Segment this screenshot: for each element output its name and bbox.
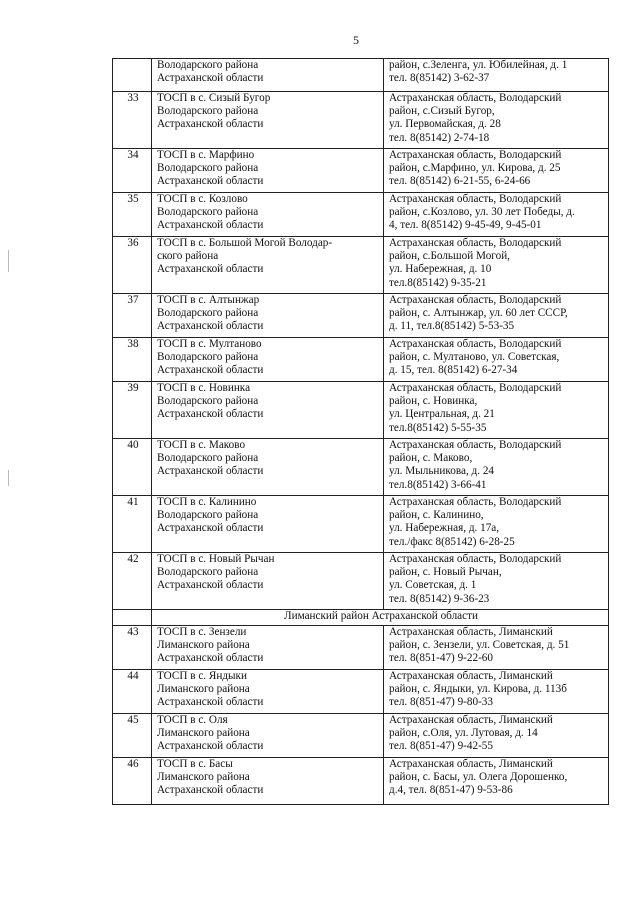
office-name-line: Володарского района	[157, 206, 259, 219]
address-line: Астраханская область, Володарский	[389, 553, 562, 565]
row-number: 34	[113, 149, 152, 193]
address-line: тел./факс 8(85142) 6-28-25	[389, 535, 515, 548]
office-name-line: Володарского района	[157, 351, 259, 364]
address-line: тел.8(85142) 3-66-41	[389, 478, 487, 491]
scan-margin-mark	[8, 250, 9, 272]
address-line: Астраханская область, Володарский	[389, 439, 562, 451]
office-name-line: Астраханской области	[157, 465, 264, 478]
table-row	[113, 294, 609, 338]
address-line: район, с. Калинино,	[389, 509, 484, 522]
table-row	[113, 338, 609, 382]
office-name-cell	[152, 670, 384, 714]
address-cell	[384, 496, 609, 553]
table-row	[113, 626, 609, 670]
address-cell	[384, 294, 609, 338]
office-name-line: Астраханской области	[157, 522, 264, 535]
address-line: тел.8(85142) 9-35-21	[389, 276, 487, 289]
address-line: район, с. Басы, ул. Олега Дорошенко,	[389, 771, 568, 784]
address-cell	[384, 59, 609, 92]
row-number: 39	[113, 382, 152, 439]
address-cell	[384, 382, 609, 439]
address-cell	[384, 193, 609, 237]
office-name-cell	[152, 149, 384, 193]
office-name-line: ТОСП в с. Козлово	[157, 193, 248, 205]
table-row	[113, 439, 609, 496]
office-name-line: Астраханской области	[157, 784, 264, 797]
row-number: 44	[113, 670, 152, 714]
office-name-line: Володарского района	[157, 452, 259, 465]
address-line: ул. Мыльникова, д. 24	[389, 465, 495, 478]
address-cell	[384, 338, 609, 382]
address-line: 4, тел. 8(85142) 9-45-49, 9-45-01	[389, 219, 542, 232]
number-cell	[113, 610, 152, 626]
office-name-cell	[152, 758, 384, 805]
office-name-line: Астраханской области	[157, 652, 264, 665]
office-name-line: Лиманского района	[157, 771, 250, 784]
row-number: 42	[113, 553, 152, 610]
offices-table-body	[113, 59, 609, 805]
office-name-line: ТОСП в с. Зензели	[157, 626, 247, 638]
row-number: 38	[113, 338, 152, 382]
table-row	[113, 193, 609, 237]
table-row	[113, 670, 609, 714]
office-name-line: Лиманского района	[157, 639, 250, 652]
address-line: д.4, тел. 8(851-47) 9-53-86	[389, 784, 513, 797]
office-name-line: ТОСП в с. Мултаново	[157, 338, 262, 350]
office-name-line: Володарского района	[157, 307, 259, 320]
office-name-cell	[152, 92, 384, 149]
address-line: Астраханская область, Лиманский	[389, 758, 553, 770]
address-line: тел. 8(851-47) 9-42-55	[389, 740, 493, 753]
address-line: Астраханская область, Володарский	[389, 193, 562, 205]
office-name-cell	[152, 626, 384, 670]
office-name-cell	[152, 553, 384, 610]
address-line: ул. Первомайская, д. 28	[389, 118, 501, 131]
address-line: ул. Набережная, д. 17а,	[389, 522, 500, 535]
office-name-line: ТОСП в с. Новинка	[157, 382, 251, 394]
address-line: Астраханская область, Володарский	[389, 294, 562, 306]
office-name-line: ТОСП в с. Сизый Бугор	[157, 92, 271, 104]
office-name-line: ТОСП в с. Новый Рычан	[157, 553, 275, 565]
row-number: 46	[113, 758, 152, 805]
address-line: тел. 8(85142) 6-21-55, 6-24-66	[389, 175, 531, 188]
address-line: район, с.Большой Могой,	[389, 250, 510, 263]
office-name-cell	[152, 382, 384, 439]
office-name-line: Володарского района	[157, 59, 259, 71]
address-line: д. 11, тел.8(85142) 5-53-35	[389, 320, 515, 333]
office-name-line: ТОСП в с. Яндыки	[157, 670, 247, 682]
address-line: Астраханская область, Володарский	[389, 496, 562, 508]
office-name-line: Володарского района	[157, 566, 259, 579]
row-number: 43	[113, 626, 152, 670]
address-line: Астраханская область, Лиманский	[389, 670, 553, 682]
office-name-cell	[152, 59, 384, 92]
office-name-line: Володарского района	[157, 395, 259, 408]
address-line: тел. 8(85142) 9-36-23	[389, 592, 490, 605]
office-name-line: Астраханской области	[157, 72, 264, 85]
office-name-line: Астраханской области	[157, 219, 264, 232]
address-cell	[384, 92, 609, 149]
row-number	[113, 59, 152, 92]
address-cell	[384, 758, 609, 805]
office-name-line: Астраханской области	[157, 364, 264, 377]
address-line: тел. 8(85142) 2-74-18	[389, 131, 490, 144]
address-line: Астраханская область, Володарский	[389, 338, 562, 350]
address-cell	[384, 439, 609, 496]
office-name-line: Лиманского района	[157, 727, 250, 740]
address-line: тел. 8(85142) 3-62-37	[389, 72, 490, 85]
address-line: Астраханская область, Володарский	[389, 149, 562, 161]
row-number: 35	[113, 193, 152, 237]
office-name-line: ТОСП в с. Алтынжар	[157, 294, 260, 306]
address-line: район, с.Сизый Бугор,	[389, 105, 495, 118]
address-line: район, с.Оля, ул. Лутовая, д. 14	[389, 727, 538, 740]
office-name-line: ТОСП в с. Большой Могой Володар-	[157, 237, 333, 249]
address-line: ул. Набережная, д. 10	[389, 263, 492, 276]
address-line: Астраханская область, Лиманский	[389, 714, 553, 726]
address-line: район, с. Новый Рычан,	[389, 566, 502, 579]
office-name-line: Астраханской области	[157, 118, 264, 131]
office-name-cell	[152, 714, 384, 758]
section-title: Лиманский район Астраханской области	[152, 610, 609, 626]
offices-table	[112, 58, 609, 805]
address-line: район, с. Зензели, ул. Советская, д. 51	[389, 639, 570, 652]
office-name-line: Астраханской области	[157, 320, 264, 333]
address-line: Астраханская область, Володарский	[389, 382, 562, 394]
address-cell	[384, 237, 609, 294]
table-row	[113, 758, 609, 805]
office-name-cell	[152, 294, 384, 338]
address-line: район, с. Мултаново, ул. Советская,	[389, 351, 560, 364]
address-cell	[384, 670, 609, 714]
table-row	[113, 59, 609, 92]
address-line: Астраханская область, Володарский	[389, 237, 562, 249]
table-row	[113, 92, 609, 149]
row-number: 45	[113, 714, 152, 758]
table-row	[113, 149, 609, 193]
row-number: 40	[113, 439, 152, 496]
address-line: тел. 8(851-47) 9-80-33	[389, 696, 493, 709]
office-name-line: Астраханской области	[157, 579, 264, 592]
office-name-line: Лиманского района	[157, 683, 250, 696]
page-number: 5	[353, 33, 359, 47]
office-name-line: ТОСП в с. Оля	[157, 714, 228, 726]
row-number: 41	[113, 496, 152, 553]
row-number: 36	[113, 237, 152, 294]
office-name-line: ского района	[157, 250, 219, 263]
address-line: район, с.Козлово, ул. 30 лет Победы, д.	[389, 206, 575, 219]
office-name-line: Володарского района	[157, 105, 259, 118]
address-line: район, с.Зеленга, ул. Юбилейная, д. 1	[389, 59, 568, 71]
office-name-cell	[152, 193, 384, 237]
table-row	[113, 237, 609, 294]
office-name-line: ТОСП в с. Марфино	[157, 149, 255, 161]
table-row	[113, 553, 609, 610]
address-line: Астраханская область, Володарский	[389, 92, 562, 104]
address-line: район, с.Марфино, ул. Кирова, д. 25	[389, 162, 561, 175]
address-cell	[384, 553, 609, 610]
table-row	[113, 382, 609, 439]
office-name-line: Астраханской области	[157, 263, 264, 276]
table-row	[113, 496, 609, 553]
address-line: Астраханская область, Лиманский	[389, 626, 553, 638]
office-name-line: ТОСП в с. Маково	[157, 439, 246, 451]
scan-margin-mark	[8, 470, 9, 486]
address-line: ул. Советская, д. 1	[389, 579, 477, 592]
row-number: 33	[113, 92, 152, 149]
office-name-line: ТОСП в с. Калинино	[157, 496, 257, 508]
office-name-cell	[152, 439, 384, 496]
office-name-cell	[152, 496, 384, 553]
section-row	[113, 610, 609, 626]
table-row	[113, 714, 609, 758]
office-name-line: Астраханской области	[157, 696, 264, 709]
address-line: район, с. Новинка,	[389, 395, 478, 408]
office-name-cell	[152, 237, 384, 294]
address-cell	[384, 626, 609, 670]
address-line: район, с. Алтынжар, ул. 60 лет СССР,	[389, 307, 568, 320]
address-line: тел. 8(851-47) 9-22-60	[389, 652, 493, 665]
office-name-line: Володарского района	[157, 509, 259, 522]
office-name-line: ТОСП в с. Басы	[157, 758, 233, 770]
address-line: тел.8(85142) 5-55-35	[389, 421, 487, 434]
office-name-cell	[152, 338, 384, 382]
office-name-line: Астраханской области	[157, 175, 264, 188]
address-line: д. 15, тел. 8(85142) 6-27-34	[389, 364, 518, 377]
address-cell	[384, 149, 609, 193]
address-line: район, с. Яндыки, ул. Кирова, д. 113б	[389, 683, 567, 696]
row-number: 37	[113, 294, 152, 338]
address-line: ул. Центральная, д. 21	[389, 408, 495, 421]
office-name-line: Астраханской области	[157, 408, 264, 421]
address-cell	[384, 714, 609, 758]
office-name-line: Володарского района	[157, 162, 259, 175]
address-line: район, с. Маково,	[389, 452, 473, 465]
office-name-line: Астраханской области	[157, 740, 264, 753]
